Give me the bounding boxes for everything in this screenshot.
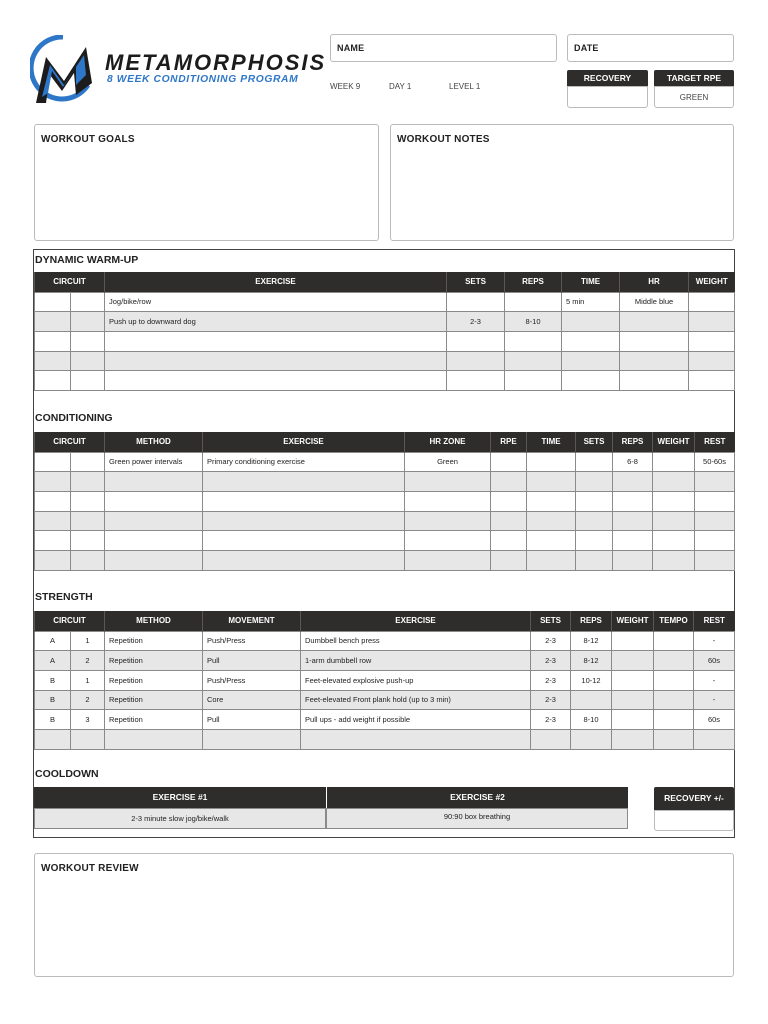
warmup-cell[interactable] [71, 292, 105, 312]
cooldown-ex2-header: EXERCISE #2 [327, 787, 628, 808]
strength-header-method: METHOD [105, 611, 203, 631]
strength-row [35, 729, 735, 749]
conditioning-cell[interactable] [576, 550, 613, 570]
warmup-row [35, 371, 735, 391]
workout-review-box[interactable] [34, 853, 734, 977]
conditioning-cell[interactable] [613, 491, 653, 511]
conditioning-cell[interactable] [695, 472, 735, 492]
warmup-cell[interactable] [447, 331, 505, 351]
warmup-cell[interactable] [71, 351, 105, 371]
warmup-header-exercise: EXERCISE [105, 272, 447, 292]
strength-cell[interactable]: Core [203, 690, 301, 710]
strength-cell[interactable] [612, 670, 654, 690]
warmup-cell[interactable] [689, 331, 735, 351]
strength-cell[interactable]: Repetition [105, 710, 203, 730]
conditioning-cell[interactable] [613, 550, 653, 570]
workout-notes-box[interactable] [390, 124, 734, 241]
target-rpe-field[interactable] [654, 86, 734, 108]
target-rpe-value: GREEN [679, 93, 709, 102]
conditioning-cell[interactable] [203, 550, 405, 570]
warmup-cell[interactable]: 5 min [562, 292, 620, 312]
conditioning-cell[interactable] [71, 550, 105, 570]
warmup-table [34, 272, 735, 391]
strength-cell[interactable] [612, 710, 654, 730]
cooldown-ex2-text: 90:90 box breathing [443, 812, 511, 821]
conditioning-cell[interactable] [405, 531, 491, 551]
strength-cell[interactable]: 2-3 [531, 690, 571, 710]
conditioning-header-circuit: CIRCUIT [35, 432, 105, 452]
strength-cell[interactable]: - [694, 670, 735, 690]
brand-title: METAMORPHOSIS [105, 50, 327, 75]
warmup-cell[interactable] [562, 312, 620, 332]
warmup-cell[interactable]: Middle blue [620, 292, 689, 312]
conditioning-cell[interactable] [576, 531, 613, 551]
conditioning-cell[interactable] [35, 550, 71, 570]
warmup-cell[interactable] [35, 351, 71, 371]
conditioning-cell[interactable] [71, 491, 105, 511]
strength-header-sets: SETS [531, 611, 571, 631]
cooldown-recovery-header: RECOVERY +/- [654, 787, 734, 810]
conditioning-cell[interactable] [527, 511, 576, 531]
strength-row [35, 670, 735, 690]
conditioning-cell[interactable] [203, 491, 405, 511]
conditioning-cell[interactable] [491, 472, 527, 492]
strength-cell[interactable]: Push/Press [203, 631, 301, 651]
strength-cell[interactable]: 1-arm dumbbell row [301, 651, 531, 671]
strength-cell[interactable] [654, 729, 694, 749]
strength-table [34, 611, 735, 750]
strength-cell[interactable]: 60s [694, 651, 735, 671]
warmup-row [35, 331, 735, 351]
warmup-cell[interactable] [505, 371, 562, 391]
strength-row [35, 651, 735, 671]
conditioning-cell[interactable] [71, 472, 105, 492]
strength-cell[interactable]: 1 [71, 631, 105, 651]
strength-title: STRENGTH [35, 591, 93, 603]
warmup-cell[interactable] [689, 292, 735, 312]
warmup-cell[interactable] [35, 371, 71, 391]
m-logo-icon [30, 35, 96, 115]
strength-cell[interactable]: 8-12 [571, 651, 612, 671]
strength-row [35, 710, 735, 730]
warmup-cell[interactable] [505, 351, 562, 371]
strength-cell[interactable]: 2 [71, 690, 105, 710]
conditioning-cell[interactable] [527, 452, 576, 472]
date-label: DATE [574, 43, 599, 53]
strength-cell[interactable]: 8-12 [571, 631, 612, 651]
warmup-cell[interactable] [71, 312, 105, 332]
warmup-row [35, 312, 735, 332]
warmup-cell[interactable]: 2-3 [447, 312, 505, 332]
warmup-cell[interactable] [505, 292, 562, 312]
warmup-cell[interactable] [562, 351, 620, 371]
strength-cell[interactable]: Pull [203, 710, 301, 730]
conditioning-header-time: TIME [527, 432, 576, 452]
conditioning-cell[interactable]: Green power intervals [105, 452, 203, 472]
conditioning-cell[interactable] [491, 452, 527, 472]
conditioning-cell[interactable] [203, 531, 405, 551]
conditioning-cell[interactable]: Primary conditioning exercise [203, 452, 405, 472]
conditioning-cell[interactable] [105, 531, 203, 551]
warmup-row [35, 292, 735, 312]
conditioning-row [35, 491, 735, 511]
conditioning-cell[interactable] [405, 472, 491, 492]
conditioning-header-exercise: EXERCISE [203, 432, 405, 452]
workout-review-label: WORKOUT REVIEW [41, 863, 139, 874]
conditioning-cell[interactable] [491, 511, 527, 531]
strength-cell[interactable] [35, 729, 71, 749]
strength-cell[interactable]: Repetition [105, 670, 203, 690]
warmup-cell[interactable] [35, 312, 71, 332]
conditioning-cell[interactable] [653, 491, 695, 511]
strength-cell[interactable] [203, 729, 301, 749]
strength-cell[interactable]: 3 [71, 710, 105, 730]
conditioning-table [34, 432, 735, 571]
cooldown-ex1-value[interactable] [34, 808, 326, 829]
strength-row [35, 631, 735, 651]
conditioning-cell[interactable] [105, 472, 203, 492]
warmup-header-reps: REPS [505, 272, 562, 292]
strength-cell[interactable]: Pull [203, 651, 301, 671]
conditioning-cell[interactable] [35, 452, 71, 472]
strength-cell[interactable]: - [694, 690, 735, 710]
cooldown-ex2-value[interactable] [326, 808, 628, 829]
conditioning-cell[interactable] [527, 472, 576, 492]
conditioning-cell[interactable] [653, 472, 695, 492]
strength-cell[interactable] [654, 651, 694, 671]
strength-cell[interactable] [654, 710, 694, 730]
strength-row [35, 690, 735, 710]
strength-cell[interactable]: A [35, 631, 71, 651]
conditioning-cell[interactable] [576, 511, 613, 531]
warmup-cell[interactable] [35, 292, 71, 312]
warmup-cell[interactable] [620, 351, 689, 371]
logo [30, 35, 100, 115]
strength-cell[interactable]: B [35, 710, 71, 730]
recovery-header: RECOVERY [567, 70, 648, 86]
level-text: LEVEL 1 [449, 82, 481, 91]
strength-header-exercise: EXERCISE [301, 611, 531, 631]
warmup-cell[interactable] [447, 292, 505, 312]
conditioning-cell[interactable] [35, 491, 71, 511]
conditioning-header-sets: SETS [576, 432, 613, 452]
strength-cell[interactable]: Dumbbell bench press [301, 631, 531, 651]
warmup-cell[interactable] [620, 331, 689, 351]
conditioning-header-hr-zone: HR ZONE [405, 432, 491, 452]
conditioning-row [35, 452, 735, 472]
conditioning-cell[interactable] [405, 511, 491, 531]
strength-cell[interactable] [654, 690, 694, 710]
warmup-cell[interactable] [689, 351, 735, 371]
conditioning-header-rpe: RPE [491, 432, 527, 452]
strength-cell[interactable] [654, 670, 694, 690]
strength-cell[interactable]: 60s [694, 710, 735, 730]
strength-header-weight: WEIGHT [612, 611, 654, 631]
conditioning-cell[interactable] [491, 491, 527, 511]
strength-cell[interactable]: Repetition [105, 651, 203, 671]
conditioning-cell[interactable] [576, 491, 613, 511]
strength-cell[interactable]: Pull ups - add weight if possible [301, 710, 531, 730]
conditioning-header-reps: REPS [613, 432, 653, 452]
conditioning-cell[interactable] [695, 531, 735, 551]
conditioning-cell[interactable] [527, 550, 576, 570]
warmup-cell[interactable] [71, 331, 105, 351]
conditioning-cell[interactable] [527, 491, 576, 511]
cooldown-ex1-text: 2-3 minute slow jog/bike/walk [131, 814, 229, 823]
strength-cell[interactable]: Repetition [105, 631, 203, 651]
strength-cell[interactable]: 2-3 [531, 651, 571, 671]
strength-header-movement: MOVEMENT [203, 611, 301, 631]
warmup-cell[interactable] [105, 331, 447, 351]
conditioning-header-weight: WEIGHT [653, 432, 695, 452]
conditioning-cell[interactable] [695, 511, 735, 531]
conditioning-cell[interactable] [613, 472, 653, 492]
cooldown-ex1-header: EXERCISE #1 [34, 787, 326, 808]
conditioning-cell[interactable] [105, 491, 203, 511]
strength-cell[interactable] [654, 631, 694, 651]
strength-cell[interactable] [612, 631, 654, 651]
strength-cell[interactable] [105, 729, 203, 749]
strength-cell[interactable]: A [35, 651, 71, 671]
strength-header-tempo: TEMPO [654, 611, 694, 631]
workout-goals-box[interactable] [34, 124, 379, 241]
strength-cell[interactable]: Repetition [105, 690, 203, 710]
conditioning-cell[interactable] [653, 452, 695, 472]
warmup-header-weight: WEIGHT [689, 272, 735, 292]
conditioning-cell[interactable] [695, 491, 735, 511]
strength-cell[interactable]: 2 [71, 651, 105, 671]
conditioning-cell[interactable] [405, 550, 491, 570]
warmup-header-sets: SETS [447, 272, 505, 292]
date-field[interactable] [567, 34, 734, 62]
conditioning-cell[interactable] [576, 472, 613, 492]
conditioning-cell[interactable] [653, 531, 695, 551]
warmup-cell[interactable] [447, 351, 505, 371]
strength-cell[interactable]: - [694, 631, 735, 651]
conditioning-cell[interactable] [653, 550, 695, 570]
strength-header-circuit: CIRCUIT [35, 611, 105, 631]
conditioning-cell[interactable] [105, 550, 203, 570]
strength-cell[interactable]: B [35, 670, 71, 690]
strength-cell[interactable] [301, 729, 531, 749]
week-text: WEEK 9 [330, 82, 361, 91]
warmup-cell[interactable] [71, 371, 105, 391]
conditioning-row [35, 472, 735, 492]
strength-cell[interactable]: Push/Press [203, 670, 301, 690]
strength-cell[interactable]: 2-3 [531, 631, 571, 651]
warmup-cell[interactable] [562, 331, 620, 351]
strength-cell[interactable] [694, 729, 735, 749]
conditioning-cell[interactable]: 6-8 [613, 452, 653, 472]
conditioning-cell[interactable] [35, 472, 71, 492]
conditioning-cell[interactable] [653, 511, 695, 531]
conditioning-header-method: METHOD [105, 432, 203, 452]
conditioning-cell[interactable] [203, 511, 405, 531]
conditioning-cell[interactable] [527, 531, 576, 551]
conditioning-cell[interactable] [695, 550, 735, 570]
strength-cell[interactable]: 2-3 [531, 670, 571, 690]
brand-subtitle: 8 WEEK CONDITIONING PROGRAM [107, 74, 299, 85]
cooldown-recovery-field[interactable] [654, 810, 734, 831]
conditioning-cell[interactable] [203, 472, 405, 492]
name-label: NAME [337, 43, 365, 53]
warmup-cell[interactable] [689, 371, 735, 391]
warmup-cell[interactable] [105, 351, 447, 371]
workout-notes-label: WORKOUT NOTES [397, 134, 490, 145]
conditioning-cell[interactable]: Green [405, 452, 491, 472]
conditioning-cell[interactable]: 50-60s [695, 452, 735, 472]
warmup-cell[interactable] [105, 371, 447, 391]
warmup-cell[interactable] [562, 371, 620, 391]
warmup-title: DYNAMIC WARM-UP [35, 254, 139, 266]
strength-cell[interactable]: 8-10 [571, 710, 612, 730]
conditioning-cell[interactable] [491, 550, 527, 570]
strength-cell[interactable] [531, 729, 571, 749]
strength-header-rest: REST [694, 611, 735, 631]
conditioning-cell[interactable] [613, 511, 653, 531]
strength-cell[interactable]: 1 [71, 670, 105, 690]
strength-cell[interactable] [571, 690, 612, 710]
cooldown-title: COOLDOWN [35, 768, 99, 780]
warmup-cell[interactable] [505, 331, 562, 351]
warmup-header-time: TIME [562, 272, 620, 292]
strength-cell[interactable]: Feet-elevated Front plank hold (up to 3 min) [301, 690, 531, 710]
strength-cell[interactable] [612, 729, 654, 749]
conditioning-cell[interactable] [35, 511, 71, 531]
conditioning-row [35, 531, 735, 551]
day-text: DAY 1 [389, 82, 412, 91]
strength-cell[interactable]: B [35, 690, 71, 710]
warmup-cell[interactable] [447, 371, 505, 391]
conditioning-row [35, 550, 735, 570]
strength-cell[interactable] [612, 651, 654, 671]
warmup-cell[interactable] [689, 312, 735, 332]
conditioning-cell[interactable] [71, 511, 105, 531]
strength-cell[interactable] [612, 690, 654, 710]
warmup-row [35, 351, 735, 371]
conditioning-cell[interactable] [613, 531, 653, 551]
strength-header-reps: REPS [571, 611, 612, 631]
warmup-cell[interactable]: Jog/bike/row [105, 292, 447, 312]
warmup-cell[interactable] [35, 331, 71, 351]
warmup-header-hr: HR [620, 272, 689, 292]
conditioning-cell[interactable] [71, 531, 105, 551]
conditioning-cell[interactable] [35, 531, 71, 551]
strength-cell[interactable] [71, 729, 105, 749]
recovery-field[interactable] [567, 86, 648, 108]
conditioning-row [35, 511, 735, 531]
warmup-header-circuit: CIRCUIT [35, 272, 105, 292]
conditioning-cell[interactable] [491, 531, 527, 551]
strength-cell[interactable]: 2-3 [531, 710, 571, 730]
strength-cell[interactable] [571, 729, 612, 749]
warmup-cell[interactable]: Push up to downward dog [105, 312, 447, 332]
workout-goals-label: WORKOUT GOALS [41, 134, 135, 145]
conditioning-cell[interactable] [576, 452, 613, 472]
conditioning-cell[interactable] [105, 511, 203, 531]
strength-cell[interactable]: Feet-elevated explosive push-up [301, 670, 531, 690]
warmup-cell[interactable] [620, 371, 689, 391]
conditioning-title: CONDITIONING [35, 412, 113, 424]
warmup-cell[interactable] [620, 312, 689, 332]
warmup-cell[interactable]: 8-10 [505, 312, 562, 332]
target-rpe-header: TARGET RPE [654, 70, 734, 86]
name-field[interactable] [330, 34, 557, 62]
conditioning-header-rest: REST [695, 432, 735, 452]
conditioning-cell[interactable] [405, 491, 491, 511]
strength-cell[interactable]: 10-12 [571, 670, 612, 690]
conditioning-cell[interactable] [71, 452, 105, 472]
